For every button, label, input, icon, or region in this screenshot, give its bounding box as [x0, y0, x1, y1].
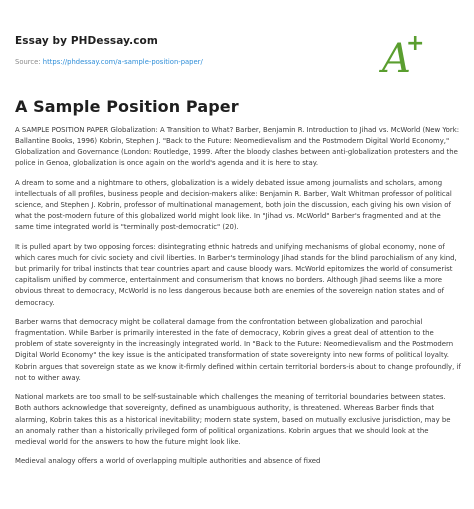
logo-plus: +: [406, 31, 425, 56]
paragraph-5: National markets are too small to be self-sustainable which challenges the meaning of territorial boundaries between states. Both authors acknowledge that sovereignty, defined as unambiguous authority, is threatened. Whereas Barber finds that alarming, Kobrin takes this as a historical inevitability; modern state system, based on mutually exclusive jurisdiction, may be an anomaly rather than a historically privileged form of political organizations. Kobrin argues that we should look at the medieval world for the answers to how the future might look like.: [15, 393, 451, 446]
article-title: A Sample Position Paper: [15, 97, 239, 116]
paragraph-4: Barber warns that democracy might be collateral damage from the confrontation between globalization and parochial fragmentation. While Barber is primarily interested in the fate of democracy, Kobrin gives a great deal of attention to the problem of state sovereignty in the increasingly integrated world. In "Back to the Future: Neomedievalism and the Postmodern Digital World Economy" the key issue is the anticipated transformation of state sovereignty into new forms of political loyalty. Kobrin argues that sovereign state as we know it-firmly defined within certain territorial borders-is about to change profoundly, if not to wither away.: [15, 318, 461, 382]
paragraph-6: Medieval analogy offers a world of overlapping multiple authorities and absence of fixed: [15, 457, 321, 466]
paragraph-1: A SAMPLE POSITION PAPER Globalization: A Transition to What? Barber, Benjamin R. Introduction to Jihad vs. McWorld (New York: Ballantine Books, 1996) Kobrin, Stephen J. "Back to the Future: Neomedievalism and the Postmodern Digital World Economy," Globalization and Governance (London: Routledge, 1999. After the bloody clashes between anti-globalization protesters and the police in Genoa, globalization is once again on the world's agenda and it is here to stay.: [15, 126, 460, 168]
paragraph-3: It is pulled apart by two opposing forces: disintegrating ethnic hatreds and unifying mechanisms of global economy, none of which cares much for civic society and civil liberties. In Barber's terminology Jihad stands for the blind parochialism of any kind, but primarily for tribal instincts that tear countries apart and cause bloody wars. McWorld epitomizes the world of consumerist capitalism unified by commerce, entertainment and consumerism that knows no borders. Although Jihad seems like a more obvious threat to democracy, McWorld is no less dangerous because both are enemies of the sovereign nation states and of democracy.: [15, 243, 457, 307]
paragraph-2: A dream to some and a nightmare to others, globalization is a widely debated issue among journalists and scholars, among intellectuals of all profiles, business people and decision-makers alike: Benjamin R. Barber, Walt Whitman professor of political science, and Stephen J. Kobrin, professor of multinational management, both join the discussion, each giving his own vision of what the post-modern future of this globalized world might look like. In "Jihad vs. McWorld" Barber's fragmented and at the same time integrated world is "terminally post-democratic" (20).: [15, 178, 452, 232]
logo-letter: A: [382, 36, 411, 80]
source-label: Source:: [15, 58, 43, 66]
site-brand: Essay by PHDessay.com: [15, 35, 158, 47]
article-body: [15, 125, 461, 476]
source-link[interactable]: https://phdessay.com/a-sample-position-paper/: [42, 58, 203, 66]
source-line: [15, 58, 203, 66]
a-plus-logo-icon: [378, 28, 430, 80]
